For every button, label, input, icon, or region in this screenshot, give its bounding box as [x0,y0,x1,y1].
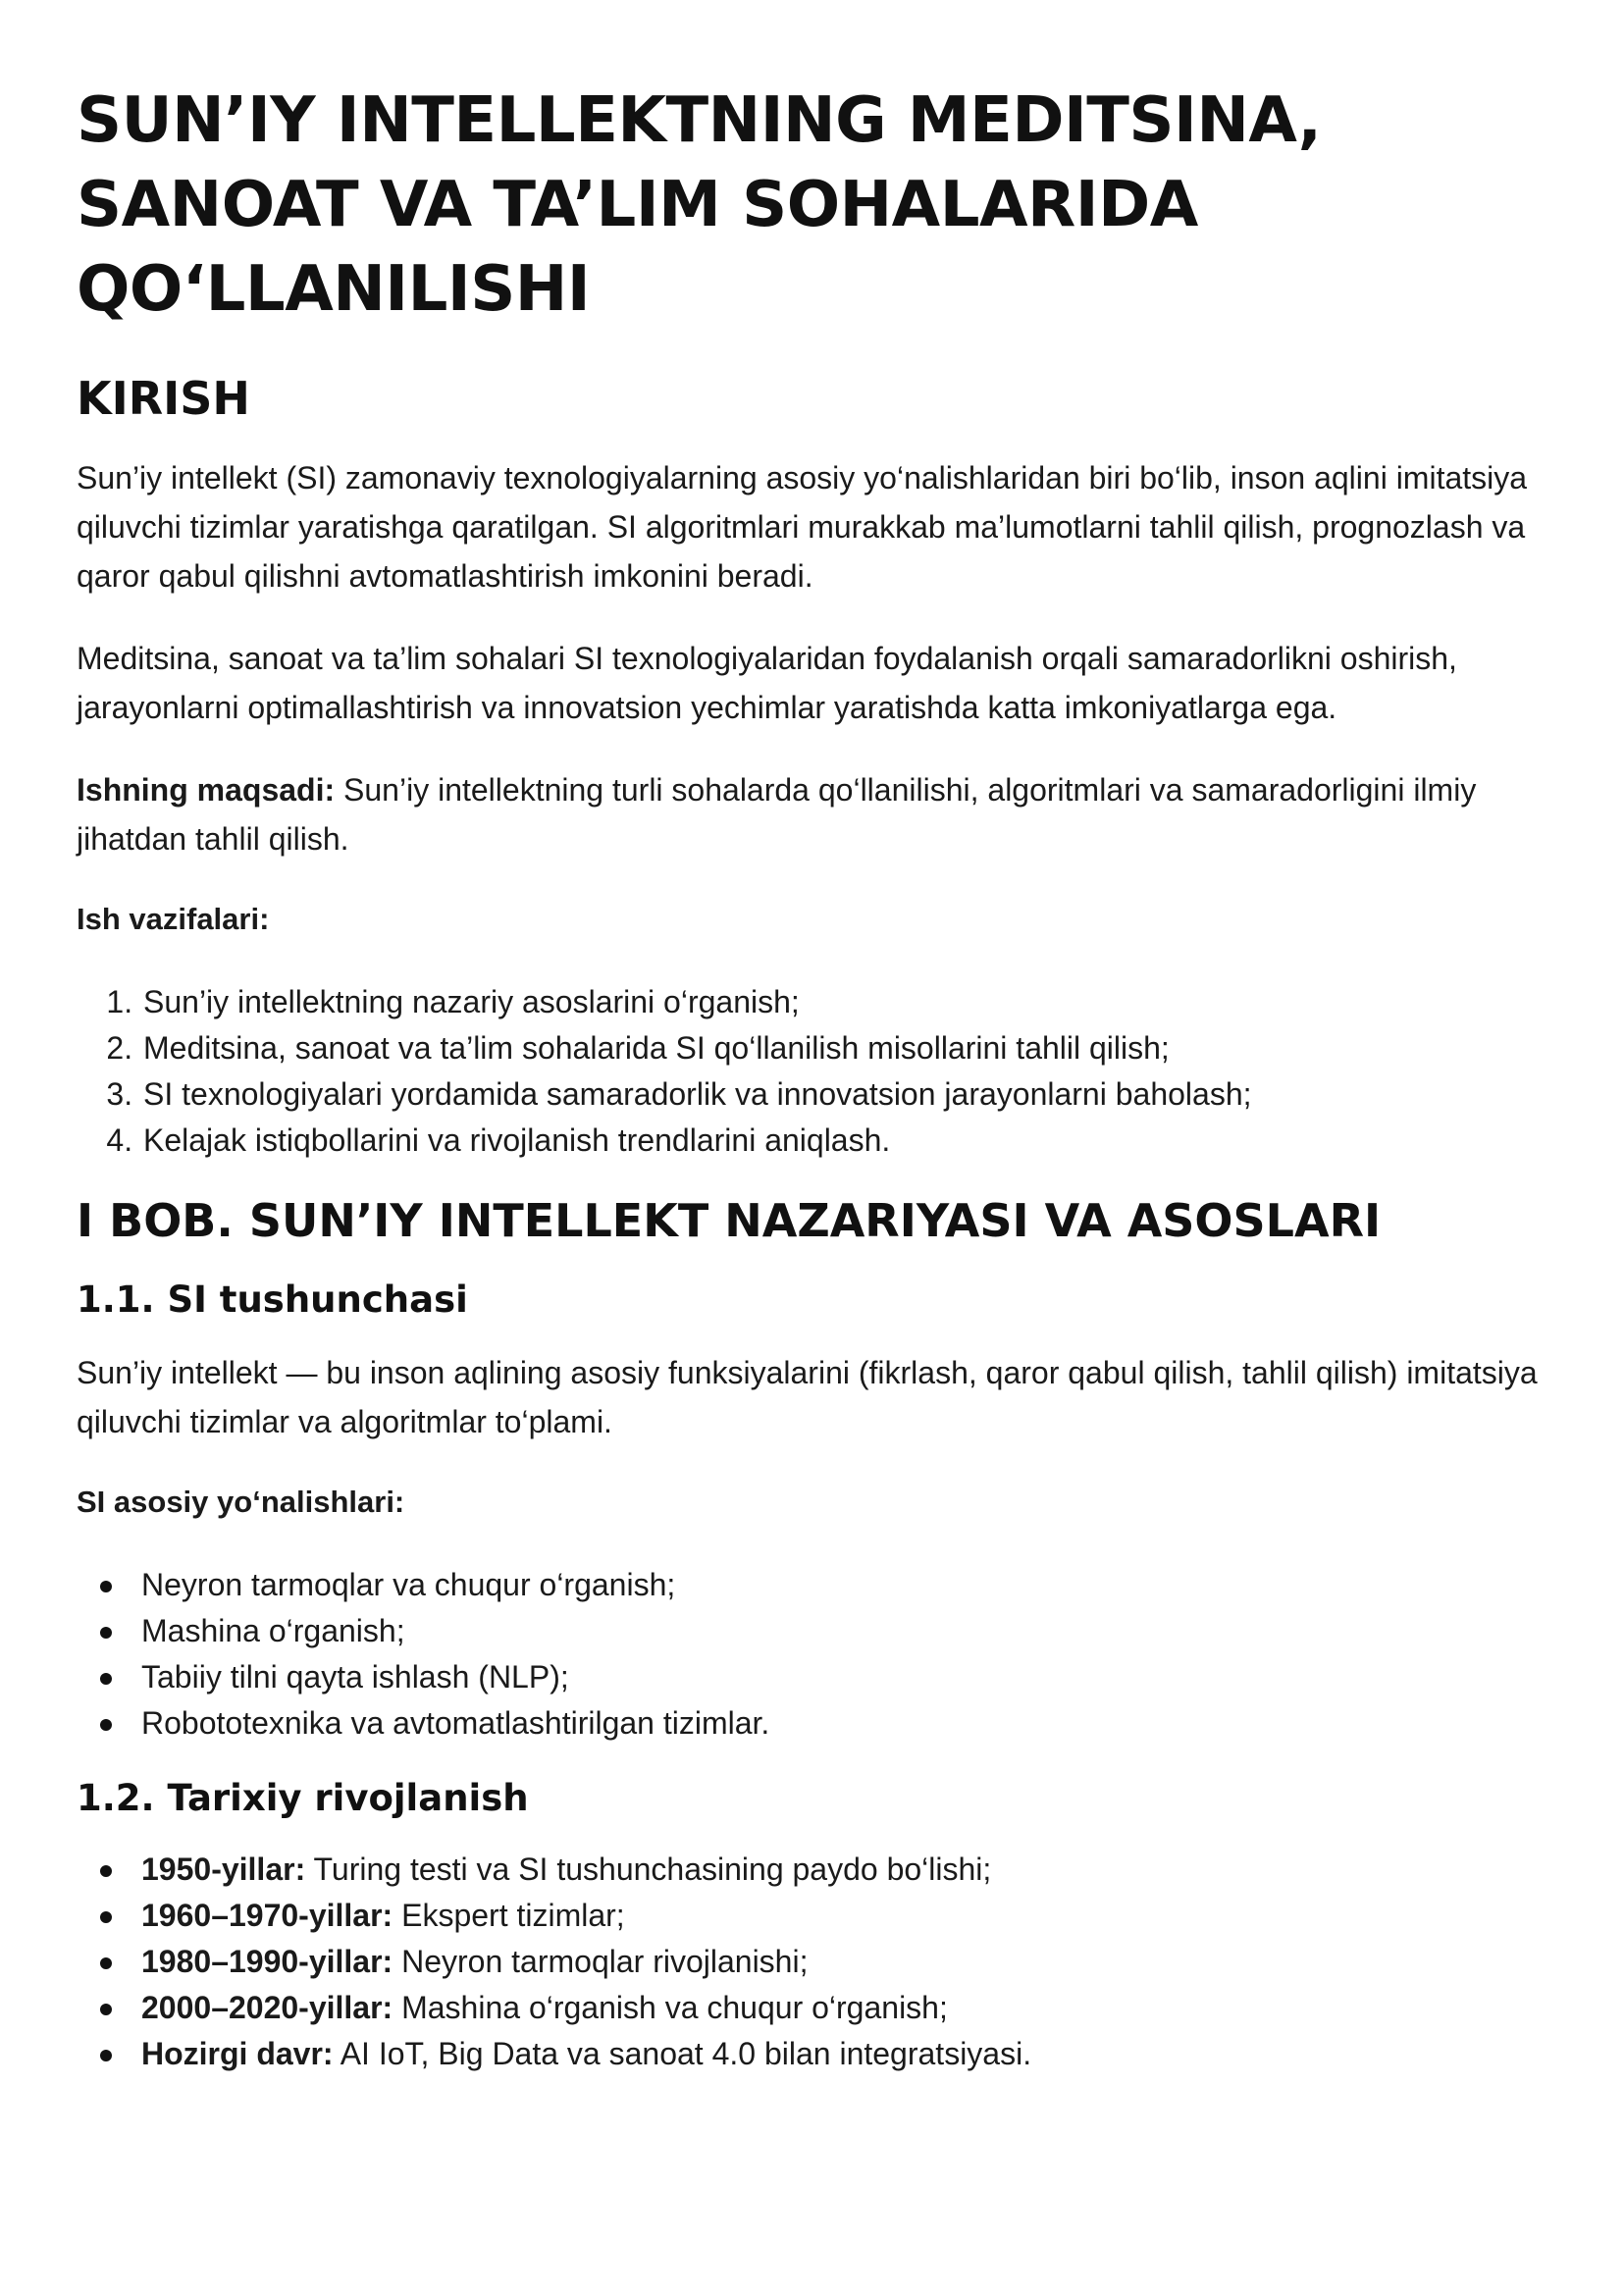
list-item-text: Robototexnika va avtomatlashtirilgan tizimlar. [141,1705,770,1741]
bullet-icon [100,2004,112,2015]
goal-label: Ishning maqsadi: [77,772,336,808]
section-1-2-heading: 1.2. Tarixiy rivojlanish [77,1777,529,1819]
tasks-label: Ish vazifalari: [77,902,270,936]
section-1-1-paragraph: Sun’iy intellekt — bu inson aqlining asosiy funksiyalarini (fikrlash, qaror qabul qilish, tahlil qilish) imitatsiya qiluvchi tizimlar va algoritmlar to‘plami. [77,1355,1538,1439]
list-item-text: Neyron tarmoqlar va chuqur o‘rganish; [141,1567,676,1602]
timeline-period: 1980–1990-yillar: [141,1944,393,1979]
timeline-period: 1960–1970-yillar: [141,1898,393,1933]
list-item [141,1562,1548,1608]
timeline-text: Turing testi va SI tushunchasining paydo bo‘lishi; [305,1852,992,1887]
directions-list [77,1562,1548,1747]
timeline-text: AI IoT, Big Data va sanoat 4.0 bilan integratsiyasi. [333,2036,1032,2071]
directions-label: SI asosiy yo‘nalishlari: [77,1485,405,1519]
intro-heading: KIRISH [77,372,250,425]
timeline-list [77,1847,1548,2077]
list-item [141,1700,1548,1747]
bullet-icon [100,1627,112,1639]
bullet-icon [100,1865,112,1877]
list-item [141,1608,1548,1654]
list-item [141,1939,1548,1985]
list-item-text: Mashina o‘rganish; [141,1613,405,1648]
timeline-period: 2000–2020-yillar: [141,1990,393,2025]
document-page [77,78,1548,2105]
list-item-text: Tabiiy tilni qayta ishlash (NLP); [141,1659,569,1695]
bullet-icon [100,1673,112,1685]
timeline-text: Neyron tarmoqlar rivojlanishi; [393,1944,809,1979]
document-title: SUN’IY INTELLEKTNING MEDITSINA, SANOAT VA TA’LIM SOHALARIDA QO‘LLANILISHI [77,84,1322,326]
list-item [141,1893,1548,1939]
intro-paragraph-1: Sun’iy intellekt (SI) zamonaviy texnologiyalarning asosiy yo‘nalishlaridan biri bo‘lib, inson aqlini imitatsiya qiluvchi tizimlar yaratishga qaratilgan. SI algoritmlari murakkab ma’lumotlarni tahlil qilish, prognozlash va qaror qabul qilishni avtomatlashtirish imkonini beradi. [77,460,1528,594]
list-item [141,1847,1548,1893]
list-item [141,1654,1548,1700]
list-item: 1. Sun’iy intellektning nazariy asoslarini o‘rganish; [141,979,1548,1025]
intro-paragraph-2: Meditsina, sanoat va ta’lim sohalari SI texnologiyalaridan foydalanish orqali samaradorlikni oshirish, jarayonlarni optimallashtirish va innovatsion yechimlar yaratishda katta imkoniyatlarga ega. [77,641,1457,725]
list-item: 2. Meditsina, sanoat va ta’lim sohalarida SI qo‘llanilish misollarini tahlil qilish; [141,1025,1548,1071]
bullet-icon [100,1719,112,1731]
goal-text: Sun’iy intellektning turli sohalarda qo‘llanilishi, algoritmlari va samaradorligini ilmiy jihatdan tahlil qilish. [77,772,1477,857]
bullet-icon [100,2050,112,2061]
tasks-list [77,979,1548,1164]
timeline-period: Hozirgi davr: [141,2036,334,2071]
list-item [141,1985,1548,2031]
timeline-text: Ekspert tizimlar; [393,1898,625,1933]
bullet-icon [100,1581,112,1592]
bullet-icon [100,1957,112,1969]
goal-paragraph [77,765,1548,863]
list-item [141,2031,1548,2077]
chapter1-heading: I BOB. SUN’IY INTELLEKT NAZARIYASI VA ASOSLARI [77,1194,1382,1247]
bullet-icon [100,1911,112,1923]
list-item: 4. Kelajak istiqbollarini va rivojlanish trendlarini aniqlash. [141,1118,1548,1164]
list-item: 3. SI texnologiyalari yordamida samaradorlik va innovatsion jarayonlarni baholash; [141,1071,1548,1118]
timeline-text: Mashina o‘rganish va chuqur o‘rganish; [393,1990,948,2025]
timeline-period: 1950-yillar: [141,1852,306,1887]
section-1-1-heading: 1.1. SI tushunchasi [77,1278,468,1321]
